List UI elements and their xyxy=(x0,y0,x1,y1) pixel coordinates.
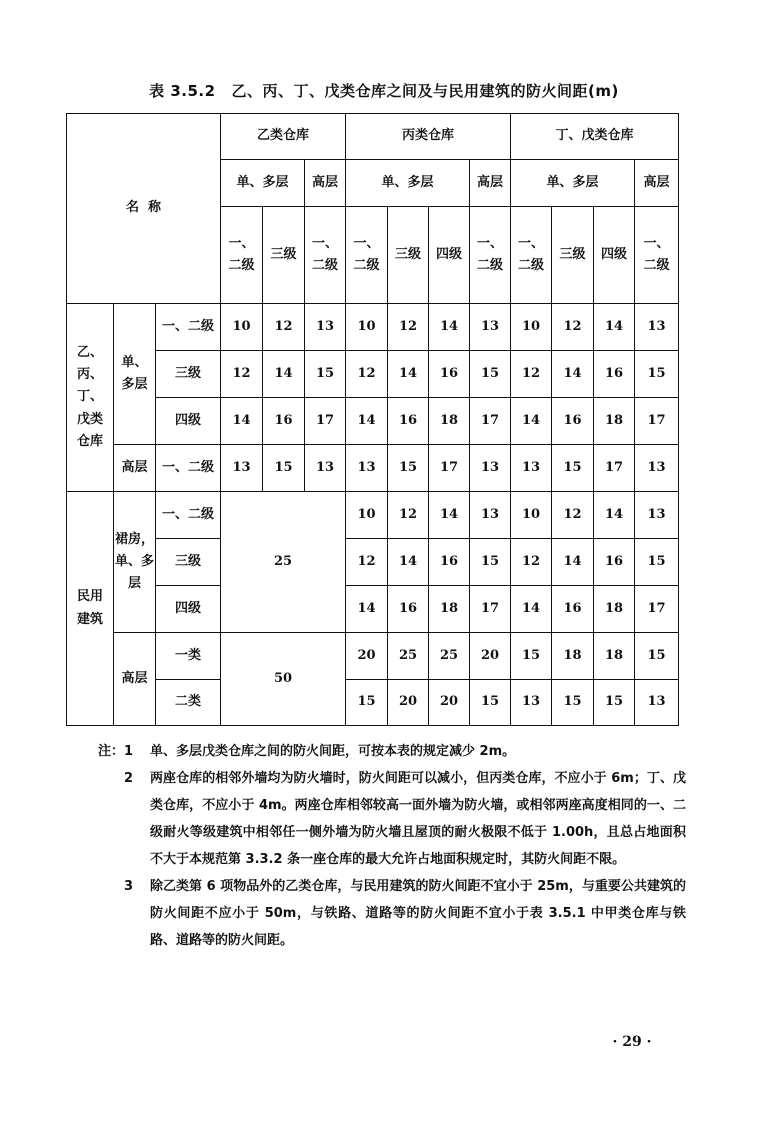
value-cell: 20 xyxy=(388,680,429,726)
note-number: 2 xyxy=(124,771,134,786)
value-cell: 16 xyxy=(388,586,429,633)
value-cell: 17 xyxy=(635,398,679,445)
value-cell: 16 xyxy=(429,351,470,398)
grade-header: 三级 xyxy=(388,207,429,304)
value-cell: 15 xyxy=(470,351,511,398)
value-cell: 13 xyxy=(470,492,511,539)
row-grade: 三级 xyxy=(156,351,221,398)
table-row xyxy=(67,633,679,680)
grade-header xyxy=(305,207,346,304)
value-cell: 13 xyxy=(511,680,552,726)
value-cell: 18 xyxy=(594,633,635,680)
value-cell: 15 xyxy=(635,351,679,398)
row-grade: 四级 xyxy=(156,398,221,445)
value-cell: 18 xyxy=(429,398,470,445)
value-cell: 17 xyxy=(305,398,346,445)
note-text: 除乙类第 6 项物品外的乙类仓库，与民用建筑的防火间距不宜小于 25m，与重要公共建筑的防火间距不应小于 50m，与铁路、道路等的防火间距不宜小于表 3.5.1 中甲类仓库与铁路、道路等的防火间距。 xyxy=(150,879,686,948)
row-grade: 三级 xyxy=(156,539,221,586)
table-row xyxy=(67,351,679,398)
value-cell: 14 xyxy=(221,398,263,445)
table-title: 乙、丙、丁、戊类仓库之间及与民用建筑的防火间距(m) xyxy=(231,82,619,100)
civil-label xyxy=(67,492,114,726)
value-cell: 14 xyxy=(346,398,388,445)
value-cell: 25 xyxy=(388,633,429,680)
grade-header xyxy=(346,207,388,304)
table-row xyxy=(67,445,679,492)
value-cell: 15 xyxy=(635,633,679,680)
sub-header-high: 高层 xyxy=(470,160,511,207)
sub-header-high: 高层 xyxy=(635,160,679,207)
value-cell: 14 xyxy=(511,398,552,445)
grade-text: 一、二级 xyxy=(643,235,670,273)
value-cell: 15 xyxy=(263,445,305,492)
notes-label: 注： xyxy=(97,744,124,759)
sub-header-low: 单、多层 xyxy=(346,160,470,207)
value-cell: 14 xyxy=(511,586,552,633)
value-cell: 14 xyxy=(594,304,635,351)
note-number: 3 xyxy=(124,879,134,894)
fire-distance-table xyxy=(66,113,679,726)
value-cell: 15 xyxy=(305,351,346,398)
row-grade: 一、二级 xyxy=(156,492,221,539)
value-cell: 15 xyxy=(511,633,552,680)
value-cell: 14 xyxy=(263,351,305,398)
value-cell: 14 xyxy=(429,492,470,539)
value-cell: 13 xyxy=(635,304,679,351)
grade-header: 三级 xyxy=(552,207,594,304)
value-cell: 13 xyxy=(635,492,679,539)
warehouse-high-label: 高层 xyxy=(114,445,156,492)
note-item xyxy=(96,873,686,954)
value-cell: 13 xyxy=(470,445,511,492)
merged-value-low: 25 xyxy=(221,492,346,633)
sub-header-low: 单、多层 xyxy=(221,160,305,207)
value-cell: 18 xyxy=(429,586,470,633)
grade-header xyxy=(635,207,679,304)
value-cell: 15 xyxy=(552,680,594,726)
value-cell: 20 xyxy=(346,633,388,680)
value-cell: 12 xyxy=(221,351,263,398)
value-cell: 10 xyxy=(511,304,552,351)
value-cell: 16 xyxy=(552,586,594,633)
value-cell: 10 xyxy=(346,304,388,351)
value-cell: 12 xyxy=(346,539,388,586)
grade-text: 一、二级 xyxy=(312,235,339,273)
value-cell: 16 xyxy=(263,398,305,445)
value-cell: 16 xyxy=(388,398,429,445)
page-number: · 29 · xyxy=(612,1034,652,1050)
value-cell: 18 xyxy=(594,586,635,633)
value-cell: 15 xyxy=(388,445,429,492)
note-number: 1 xyxy=(124,744,134,759)
value-cell: 13 xyxy=(511,445,552,492)
value-cell: 12 xyxy=(511,351,552,398)
sub-header-high: 高层 xyxy=(305,160,346,207)
value-cell: 12 xyxy=(263,304,305,351)
value-cell: 12 xyxy=(552,304,594,351)
warehouse-low-text: 单、多层 xyxy=(121,354,148,392)
table-caption xyxy=(0,80,768,101)
row-grade: 四级 xyxy=(156,586,221,633)
warehouse-label xyxy=(67,304,114,492)
value-cell: 13 xyxy=(635,680,679,726)
grade-header xyxy=(221,207,263,304)
value-cell: 17 xyxy=(594,445,635,492)
value-cell: 15 xyxy=(552,445,594,492)
group-header-de: 丁、戊类仓库 xyxy=(511,114,679,160)
value-cell: 12 xyxy=(346,351,388,398)
row-grade: 二类 xyxy=(156,680,221,726)
warehouse-low-label xyxy=(114,304,156,445)
value-cell: 13 xyxy=(470,304,511,351)
table-row xyxy=(67,539,679,586)
value-cell: 14 xyxy=(552,351,594,398)
note-item xyxy=(96,738,686,765)
value-cell: 15 xyxy=(470,680,511,726)
value-cell: 16 xyxy=(594,351,635,398)
value-cell: 16 xyxy=(552,398,594,445)
value-cell: 15 xyxy=(346,680,388,726)
value-cell: 20 xyxy=(470,633,511,680)
table-row xyxy=(67,492,679,539)
value-cell: 13 xyxy=(635,445,679,492)
civil-label-text: 民用建筑 xyxy=(76,589,103,627)
value-cell: 14 xyxy=(594,492,635,539)
value-cell: 10 xyxy=(511,492,552,539)
group-header-c: 丙类仓库 xyxy=(346,114,511,160)
row-grade: 一、二级 xyxy=(156,445,221,492)
note-item xyxy=(96,765,686,873)
value-cell: 14 xyxy=(552,539,594,586)
row-grade: 一、二级 xyxy=(156,304,221,351)
table-row xyxy=(67,398,679,445)
merged-value-high: 50 xyxy=(221,633,346,726)
value-cell: 15 xyxy=(635,539,679,586)
civil-low-label xyxy=(114,492,156,633)
value-cell: 14 xyxy=(388,351,429,398)
value-cell: 13 xyxy=(305,445,346,492)
value-cell: 15 xyxy=(594,680,635,726)
value-cell: 14 xyxy=(346,586,388,633)
group-header-b: 乙类仓库 xyxy=(221,114,346,160)
civil-low-text: 裙房，单、多层 xyxy=(114,531,154,592)
value-cell: 13 xyxy=(305,304,346,351)
grade-text: 一、二级 xyxy=(228,235,255,273)
value-cell: 20 xyxy=(429,680,470,726)
grade-text: 一、二级 xyxy=(518,235,545,273)
header-row-groups xyxy=(67,114,679,160)
value-cell: 17 xyxy=(470,398,511,445)
note-text: 单、多层戊类仓库之间的防火间距，可按本表的规定减少 2m。 xyxy=(150,744,516,759)
value-cell: 12 xyxy=(552,492,594,539)
value-cell: 25 xyxy=(429,633,470,680)
sub-header-low: 单、多层 xyxy=(511,160,635,207)
name-header: 名 称 xyxy=(67,114,221,304)
value-cell: 10 xyxy=(221,304,263,351)
value-cell: 12 xyxy=(388,304,429,351)
row-grade: 一类 xyxy=(156,633,221,680)
grade-header: 三级 xyxy=(263,207,305,304)
grade-header xyxy=(470,207,511,304)
value-cell: 15 xyxy=(470,539,511,586)
value-cell: 14 xyxy=(388,539,429,586)
value-cell: 12 xyxy=(511,539,552,586)
grade-header xyxy=(511,207,552,304)
value-cell: 13 xyxy=(221,445,263,492)
table-number: 表 3.5.2 xyxy=(149,82,216,100)
grade-text: 一、二级 xyxy=(477,235,504,273)
value-cell: 16 xyxy=(594,539,635,586)
table-row xyxy=(67,680,679,726)
grade-header: 四级 xyxy=(594,207,635,304)
value-cell: 13 xyxy=(346,445,388,492)
value-cell: 16 xyxy=(429,539,470,586)
warehouse-label-text: 乙、丙、丁、戊类仓库 xyxy=(76,345,103,449)
grade-text: 一、二级 xyxy=(353,235,380,273)
value-cell: 10 xyxy=(346,492,388,539)
table-row xyxy=(67,586,679,633)
value-cell: 12 xyxy=(388,492,429,539)
value-cell: 18 xyxy=(552,633,594,680)
table-row xyxy=(67,304,679,351)
table-notes xyxy=(96,738,686,954)
value-cell: 17 xyxy=(470,586,511,633)
value-cell: 18 xyxy=(594,398,635,445)
value-cell: 14 xyxy=(429,304,470,351)
grade-header: 四级 xyxy=(429,207,470,304)
value-cell: 17 xyxy=(635,586,679,633)
value-cell: 17 xyxy=(429,445,470,492)
civil-high-label: 高层 xyxy=(114,633,156,726)
note-text: 两座仓库的相邻外墙均为防火墙时，防火间距可以减小，但丙类仓库，不应小于 6m；丁、戊类仓库，不应小于 4m。两座仓库相邻较高一面外墙为防火墙，或相邻两座高度相同的一、二级耐火等级建筑中相邻任一侧外墙为防火墙且屋顶的耐火极限不低于 1.00h，且总占地面积不大于本规范第 3.3.2 条一座仓库的最大允许占地面积规定时，其防火间距不限。 xyxy=(150,771,686,867)
